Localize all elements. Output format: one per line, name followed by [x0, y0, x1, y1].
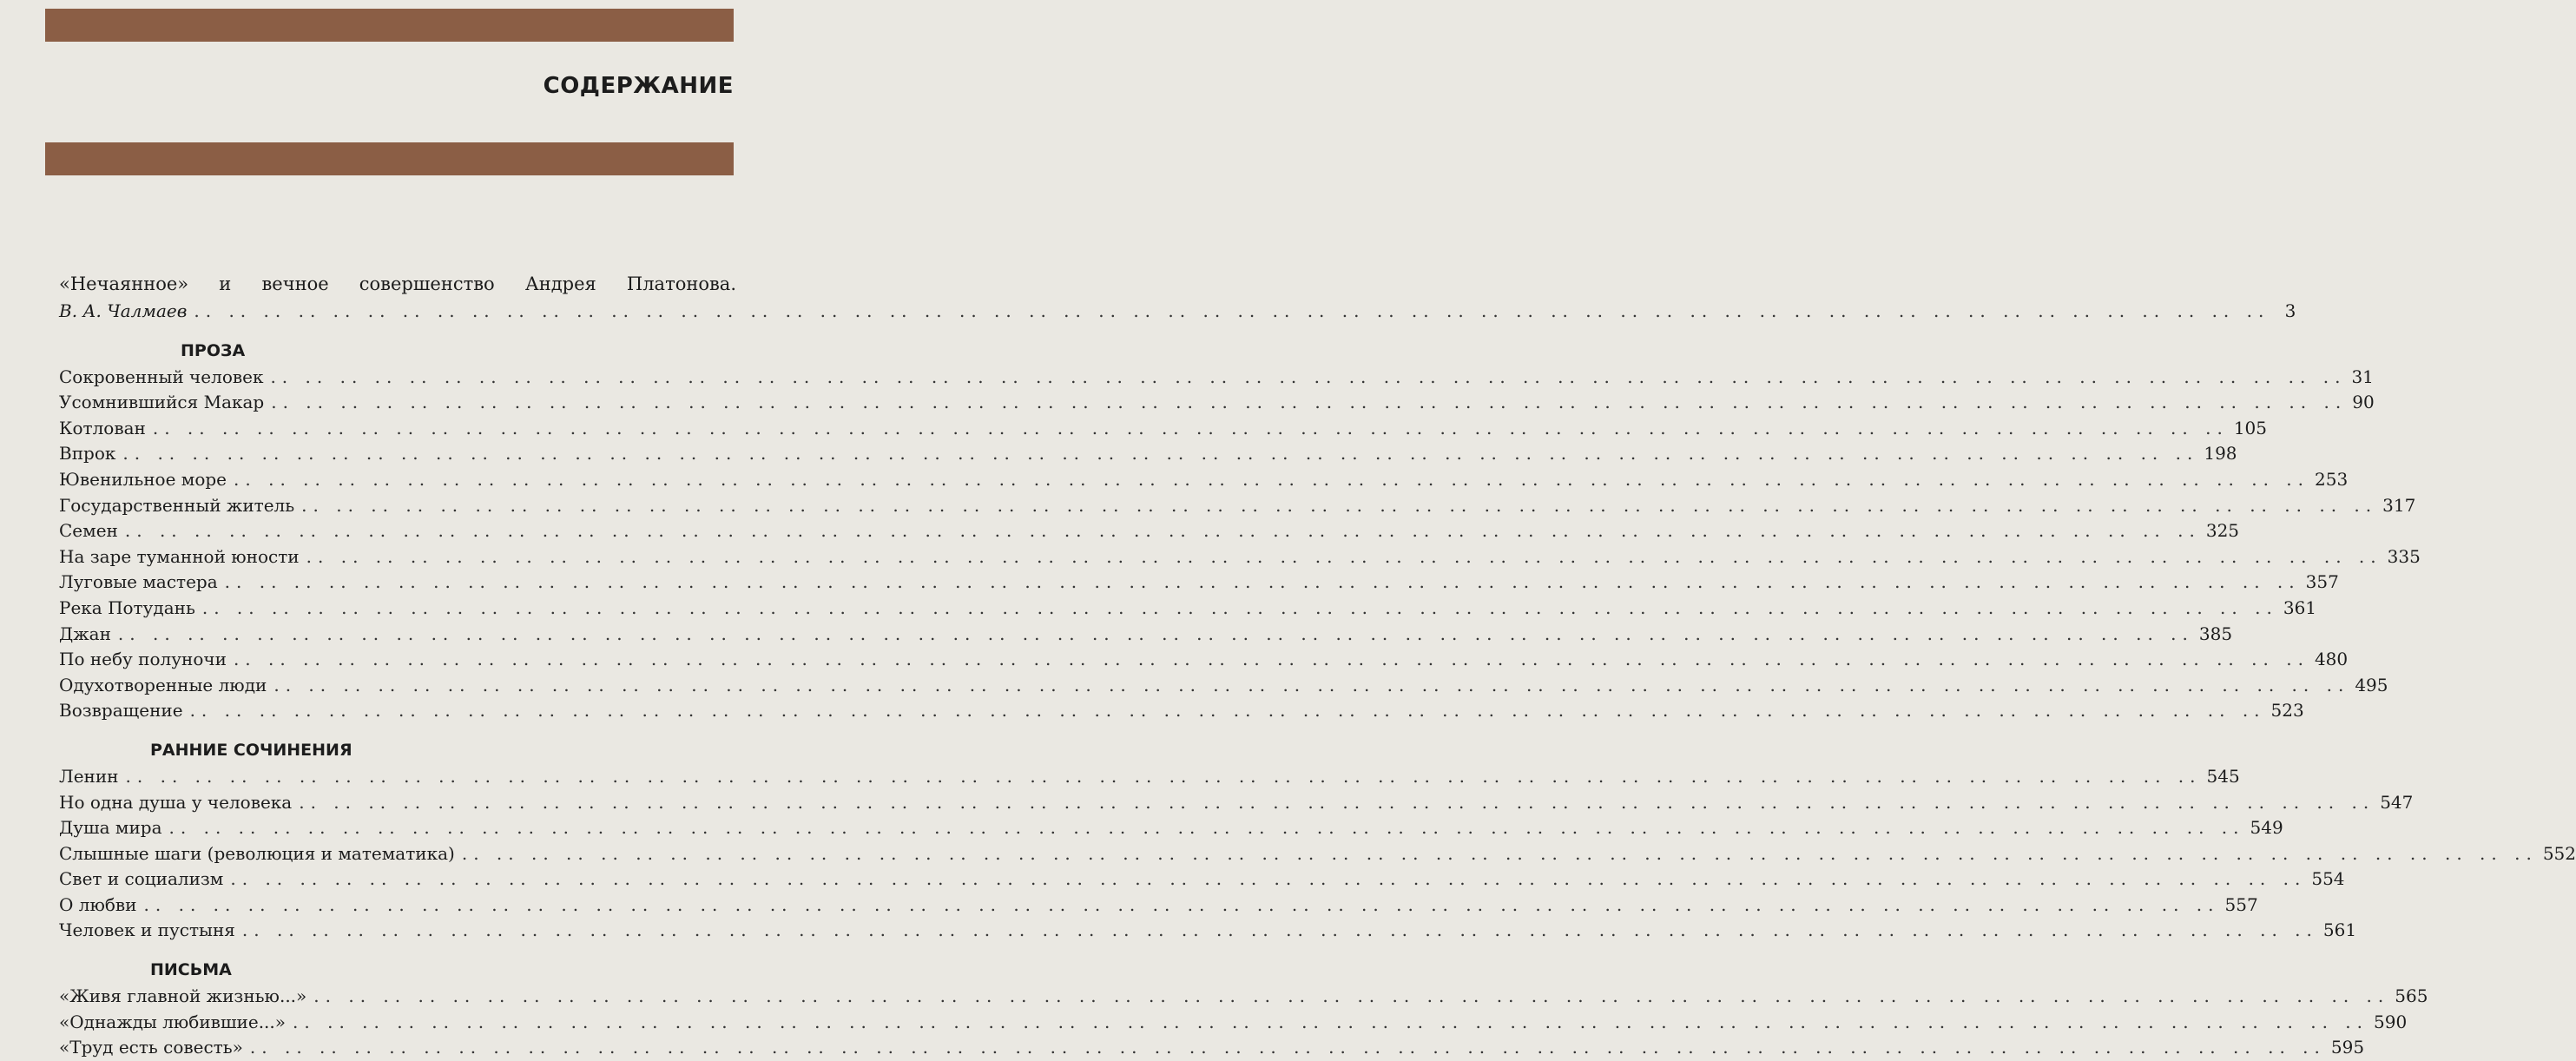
toc-entry — [59, 790, 2414, 816]
dot-leader: .. .. .. .. .. .. .. .. .. .. .. .. .. .. .. .. .. .. .. .. .. .. .. .. .. .. .. .. .. .. .. .. .. .. .. .. .. .. .. .. .. .. .. .. .. .. .. .. .. .. .. .. .. .. .. .. .. .. .. .. — [301, 494, 2378, 516]
dot-leader: .. .. .. .. .. .. .. .. .. .. .. .. .. .. .. .. .. .. .. .. .. .. .. .. .. .. .. .. .. .. .. .. .. .. .. .. .. .. .. .. .. .. .. .. .. .. .. .. .. .. .. .. .. .. .. .. .. .. .. .. — [270, 366, 2347, 387]
dot-leader: .. .. .. .. .. .. .. .. .. .. .. .. .. .. .. .. .. .. .. .. .. .. .. .. .. .. .. .. .. .. .. .. .. .. .. .. .. .. .. .. .. .. .. .. .. .. .. .. .. .. .. .. .. .. .. .. .. .. .. .. — [143, 893, 2220, 915]
toc-entry-page: 198 — [2204, 443, 2237, 465]
section-heading: ПРОЗА — [181, 340, 246, 360]
toc-entry — [59, 893, 2258, 919]
toc-entry — [59, 518, 2240, 544]
intro-title-line — [59, 269, 736, 299]
toc-entry — [59, 673, 2388, 699]
dot-leader: .. .. .. .. .. .. .. .. .. .. .. .. .. .. .. .. .. .. .. .. .. .. .. .. .. .. .. .. .. .. .. .. .. .. .. .. .. .. .. .. .. .. .. .. .. .. .. .. .. .. .. .. .. .. .. .. .. .. .. .. — [224, 571, 2301, 593]
toc-entry-title: «Однажды любившие...» — [59, 1011, 287, 1032]
toc-entry-page: 565 — [2395, 985, 2428, 1007]
dot-leader: .. .. .. .. .. .. .. .. .. .. .. .. .. .. .. .. .. .. .. .. .. .. .. .. .. .. .. .. .. .. .. .. .. .. .. .. .. .. .. .. .. .. .. .. .. .. .. .. .. .. .. .. .. .. .. .. .. .. .. .. — [124, 520, 2201, 542]
toc-entry — [59, 416, 2268, 442]
toc-entry-page: 547 — [2380, 791, 2414, 813]
toc-entry-title: Ленин — [59, 765, 119, 787]
toc-entry-title: Но одна душа у человека — [59, 791, 293, 813]
toc-entry — [59, 764, 2240, 790]
section-heading: РАННИЕ СОЧИНЕНИЯ — [150, 740, 352, 760]
toc-entry — [59, 467, 2349, 493]
toc-entry-title: Впрок — [59, 443, 116, 465]
dot-leader: .. .. .. .. .. .. .. .. .. .. .. .. .. .. .. .. .. .. .. .. .. .. .. .. .. .. .. .. .. .. .. .. .. .. .. .. .. .. .. .. .. .. .. .. .. .. .. .. .. .. .. .. .. .. .. .. .. .. .. .. — [293, 1011, 2368, 1032]
toc-entry-title: «Живя главной жизнью...» — [59, 985, 307, 1007]
toc-entry — [59, 867, 2345, 893]
toc-entry-page: 554 — [2311, 868, 2345, 890]
toc-entry — [59, 815, 2283, 841]
top-decorative-bar — [45, 9, 734, 42]
dot-leader: .. .. .. .. .. .. .. .. .. .. .. .. .. .. .. .. .. .. .. .. .. .. .. .. .. .. .. .. .. .. .. .. .. .. .. .. .. .. .. .. .. .. .. .. .. .. .. .. .. .. .. .. .. .. .. .. .. .. .. .. — [117, 623, 2194, 644]
toc-entry — [59, 1010, 2408, 1036]
toc-entry — [59, 390, 2375, 416]
toc-entry-page: 557 — [2224, 893, 2258, 915]
toc-entry-title: Душа мира — [59, 817, 162, 839]
toc-entry-intro — [59, 299, 2296, 325]
intro-page: 3 — [2284, 300, 2296, 321]
toc-entry-page: 385 — [2198, 623, 2233, 644]
intro-word: и — [219, 273, 232, 294]
dot-leader: .. .. .. .. .. .. .. .. .. .. .. .. .. .. .. .. .. .. .. .. .. .. .. .. .. .. .. .. .. .. .. .. .. .. .. .. .. .. .. .. .. .. .. .. .. .. .. .. .. .. .. .. .. .. .. .. .. .. .. .. — [234, 468, 2310, 490]
intro-word: Андрея — [524, 273, 596, 294]
toc-entry — [59, 570, 2339, 596]
middle-decorative-bar — [45, 142, 734, 175]
toc-entry-title: Возвращение — [59, 700, 183, 722]
table-of-contents — [59, 269, 2576, 1061]
toc-entry — [59, 441, 2237, 467]
dot-leader: .. .. .. .. .. .. .. .. .. .. .. .. .. .. .. .. .. .. .. .. .. .. .. .. .. .. .. .. .. .. .. .. .. .. .. .. .. .. .. .. .. .. .. .. .. .. .. .. .. .. .. .. .. .. .. .. .. .. .. .. — [189, 700, 2266, 722]
toc-entry — [59, 841, 2576, 867]
toc-entry-title: По небу полуночи — [59, 649, 227, 670]
toc-entry — [59, 622, 2233, 648]
toc-entry-page: 253 — [2315, 468, 2349, 490]
dot-leader: .. .. .. .. .. .. .. .. .. .. .. .. .. .. .. .. .. .. .. .. .. .. .. .. .. .. .. .. .. .. .. .. .. .. .. .. .. .. .. .. .. .. .. .. .. .. .. .. .. .. .. .. .. .. .. .. .. .. .. .. — [152, 417, 2229, 438]
dot-leader: .. .. .. .. .. .. .. .. .. .. .. .. .. .. .. .. .. .. .. .. .. .. .. .. .. .. .. .. .. .. .. .. .. .. .. .. .. .. .. .. .. .. .. .. .. .. .. .. .. .. .. .. .. .. .. .. .. .. .. .. — [194, 300, 2270, 321]
toc-sections — [59, 337, 2576, 1061]
dot-leader: .. .. .. .. .. .. .. .. .. .. .. .. .. .. .. .. .. .. .. .. .. .. .. .. .. .. .. .. .. .. .. .. .. .. .. .. .. .. .. .. .. .. .. .. .. .. .. .. .. .. .. .. .. .. .. .. .. .. .. .. — [230, 868, 2307, 890]
dot-leader: .. .. .. .. .. .. .. .. .. .. .. .. .. .. .. .. .. .. .. .. .. .. .. .. .. .. .. .. .. .. .. .. .. .. .. .. .. .. .. .. .. .. .. .. .. .. .. .. .. .. .. .. .. .. .. .. .. .. .. .. — [271, 392, 2348, 413]
toc-entry-title: Государственный житель — [59, 494, 295, 516]
toc-entry-page: 595 — [2330, 1037, 2365, 1058]
toc-entry-page: 31 — [2351, 366, 2374, 387]
toc-entry — [59, 698, 2304, 724]
toc-entry-title: Свет и социализм — [59, 868, 224, 890]
toc-entry — [59, 918, 2357, 944]
dot-leader: .. .. .. .. .. .. .. .. .. .. .. .. .. .. .. .. .. .. .. .. .. .. .. .. .. .. .. .. .. .. .. .. .. .. .. .. .. .. .. .. .. .. .. .. .. .. .. .. .. .. .. .. .. .. .. .. .. .. .. .. — [461, 842, 2538, 864]
toc-entry — [59, 1035, 2365, 1061]
toc-entry-title: Усомнившийся Макар — [59, 392, 265, 413]
toc-entry-title: Луговые мастера — [59, 571, 218, 593]
toc-entry-page: 335 — [2387, 545, 2421, 567]
intro-word: «Нечаянное» — [59, 273, 189, 294]
toc-entry-page: 317 — [2382, 494, 2416, 516]
dot-leader: .. .. .. .. .. .. .. .. .. .. .. .. .. .. .. .. .. .. .. .. .. .. .. .. .. .. .. .. .. .. .. .. .. .. .. .. .. .. .. .. .. .. .. .. .. .. .. .. .. .. .. .. .. .. .. .. .. .. .. .. — [299, 791, 2375, 813]
toc-entry-title: Джан — [59, 623, 111, 644]
dot-leader: .. .. .. .. .. .. .. .. .. .. .. .. .. .. .. .. .. .. .. .. .. .. .. .. .. .. .. .. .. .. .. .. .. .. .. .. .. .. .. .. .. .. .. .. .. .. .. .. .. .. .. .. .. .. .. .. .. .. .. .. — [241, 919, 2318, 941]
intro-word: Платонова. — [626, 273, 736, 294]
intro-word: вечное — [261, 273, 329, 294]
toc-entry-page: 523 — [2270, 700, 2304, 722]
dot-leader: .. .. .. .. .. .. .. .. .. .. .. .. .. .. .. .. .. .. .. .. .. .. .. .. .. .. .. .. .. .. .. .. .. .. .. .. .. .. .. .. .. .. .. .. .. .. .. .. .. .. .. .. .. .. .. .. .. .. .. .. — [122, 443, 2199, 465]
toc-entry-page: 495 — [2355, 674, 2388, 695]
toc-entry — [59, 493, 2416, 519]
toc-entry-page: 552 — [2542, 842, 2576, 864]
dot-leader: .. .. .. .. .. .. .. .. .. .. .. .. .. .. .. .. .. .. .. .. .. .. .. .. .. .. .. .. .. .. .. .. .. .. .. .. .. .. .. .. .. .. .. .. .. .. .. .. .. .. .. .. .. .. .. .. .. .. .. .. — [249, 1037, 2326, 1058]
toc-entry-title: Сокровенный человек — [59, 366, 264, 387]
dot-leader: .. .. .. .. .. .. .. .. .. .. .. .. .. .. .. .. .. .. .. .. .. .. .. .. .. .. .. .. .. .. .. .. .. .. .. .. .. .. .. .. .. .. .. .. .. .. .. .. .. .. .. .. .. .. .. .. .. .. .. .. — [201, 596, 2278, 618]
toc-entry-title: Одухотворенные люди — [59, 674, 267, 695]
toc-entry — [59, 365, 2374, 391]
toc-entry-page: 361 — [2283, 596, 2317, 618]
toc-entry-page: 480 — [2314, 649, 2349, 670]
toc-entry — [59, 544, 2421, 570]
toc-entry-page: 105 — [2233, 417, 2268, 438]
dot-leader: .. .. .. .. .. .. .. .. .. .. .. .. .. .. .. .. .. .. .. .. .. .. .. .. .. .. .. .. .. .. .. .. .. .. .. .. .. .. .. .. .. .. .. .. .. .. .. .. .. .. .. .. .. .. .. .. .. .. .. .. — [313, 985, 2390, 1007]
toc-entry-title: На заре туманной юности — [59, 545, 300, 567]
toc-entry-title: Семен — [59, 520, 118, 542]
intro-word: совершенство — [359, 273, 495, 294]
dot-leader: .. .. .. .. .. .. .. .. .. .. .. .. .. .. .. .. .. .. .. .. .. .. .. .. .. .. .. .. .. .. .. .. .. .. .. .. .. .. .. .. .. .. .. .. .. .. .. .. .. .. .. .. .. .. .. .. .. .. .. .. — [233, 649, 2309, 670]
toc-entry — [59, 984, 2428, 1010]
toc-entry-title: Река Потудань — [59, 596, 195, 618]
dot-leader: .. .. .. .. .. .. .. .. .. .. .. .. .. .. .. .. .. .. .. .. .. .. .. .. .. .. .. .. .. .. .. .. .. .. .. .. .. .. .. .. .. .. .. .. .. .. .. .. .. .. .. .. .. .. .. .. .. .. .. .. — [273, 674, 2350, 695]
toc-entry-page: 549 — [2250, 817, 2283, 839]
toc-entry-page: 90 — [2352, 392, 2375, 413]
dot-leader: .. .. .. .. .. .. .. .. .. .. .. .. .. .. .. .. .. .. .. .. .. .. .. .. .. .. .. .. .. .. .. .. .. .. .. .. .. .. .. .. .. .. .. .. .. .. .. .. .. .. .. .. .. .. .. .. .. .. .. .. — [168, 817, 2245, 839]
toc-entry-title: Слышные шаги (революция и математика) — [59, 842, 455, 864]
page-title: СОДЕРЖАНИЕ — [543, 73, 734, 99]
intro-author: В. А. Чалмаев — [59, 300, 188, 321]
section-heading: ПИСЬМА — [150, 960, 232, 980]
dot-leader: .. .. .. .. .. .. .. .. .. .. .. .. .. .. .. .. .. .. .. .. .. .. .. .. .. .. .. .. .. .. .. .. .. .. .. .. .. .. .. .. .. .. .. .. .. .. .. .. .. .. .. .. .. .. .. .. .. .. .. .. — [125, 765, 2202, 787]
toc-entry-page: 325 — [2205, 520, 2240, 542]
toc-entry-title: Человек и пустыня — [59, 919, 235, 941]
toc-entry-title: Котлован — [59, 417, 146, 438]
toc-entry-page: 590 — [2374, 1011, 2408, 1032]
toc-entry-page: 545 — [2206, 765, 2240, 787]
toc-entry-title: «Труд есть совесть» — [59, 1037, 243, 1058]
toc-entry-title: О любви — [59, 893, 137, 915]
dot-leader: .. .. .. .. .. .. .. .. .. .. .. .. .. .. .. .. .. .. .. .. .. .. .. .. .. .. .. .. .. .. .. .. .. .. .. .. .. .. .. .. .. .. .. .. .. .. .. .. .. .. .. .. .. .. .. .. .. .. .. .. — [306, 545, 2382, 567]
toc-entry-title: Ювенильное море — [59, 468, 227, 490]
toc-entry-page: 561 — [2322, 919, 2357, 941]
toc-entry-page: 357 — [2305, 571, 2339, 593]
toc-entry — [59, 596, 2317, 622]
toc-entry — [59, 647, 2349, 673]
